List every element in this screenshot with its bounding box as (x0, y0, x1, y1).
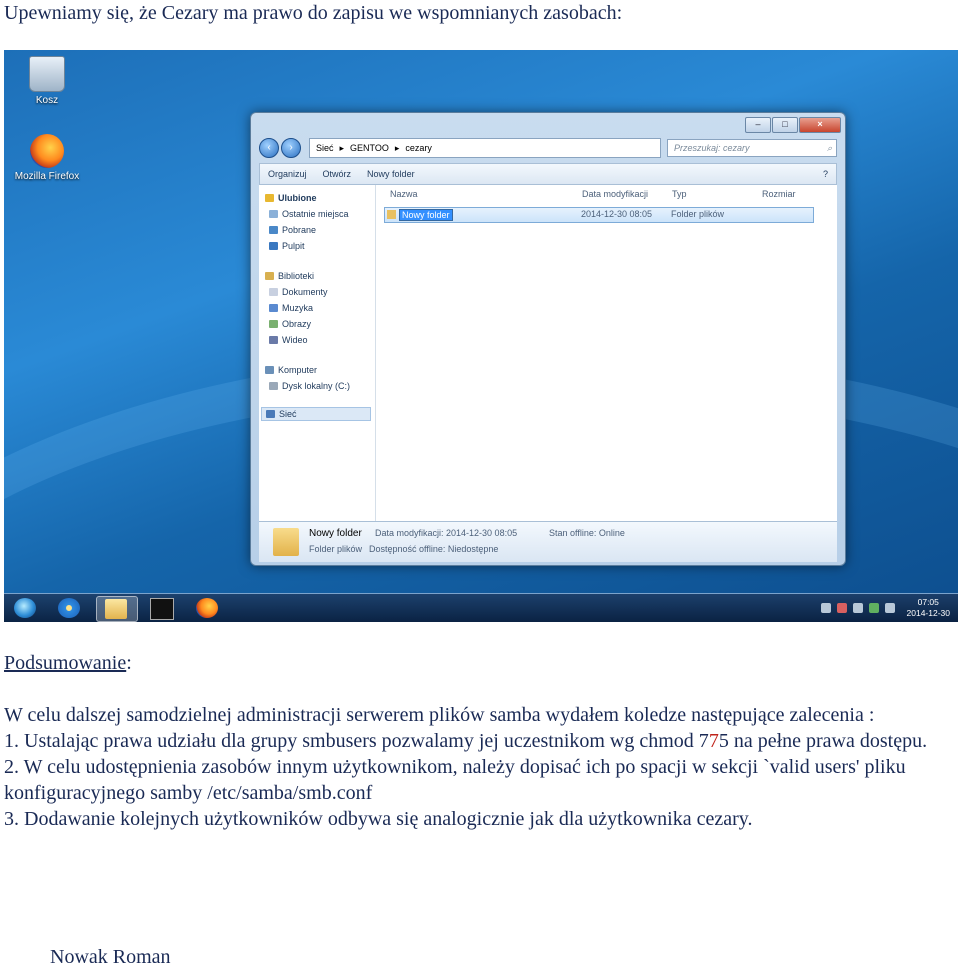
nav-item[interactable]: Pulpit (269, 241, 305, 251)
screenshot (4, 50, 958, 622)
explorer-folder-icon (105, 599, 127, 619)
tray-network-icon[interactable] (853, 603, 863, 613)
new-folder-button[interactable]: Nowy folder (367, 169, 415, 179)
column-name[interactable]: Nazwa (390, 189, 418, 199)
desktop-icon (269, 242, 278, 250)
column-date[interactable]: Data modyfikacji (582, 189, 649, 199)
pictures-icon (269, 320, 278, 328)
summary-item-3: 3. Dodawanie kolejnych użytkowników odbywa się analogicznie jak dla użytkownika cezary. (4, 808, 753, 830)
documents-icon (269, 288, 278, 296)
table-row[interactable]: Nowy folder 2014-12-30 08:05 Folder plików (384, 207, 814, 223)
file-list (376, 185, 837, 521)
recycle-bin-icon (29, 56, 65, 92)
taskbar-firefox[interactable] (188, 596, 228, 620)
taskbar-terminal[interactable] (142, 596, 182, 620)
nav-favorites[interactable]: Ulubione (265, 193, 317, 203)
command-bar (259, 163, 837, 185)
system-tray (821, 596, 950, 620)
maximize-button[interactable]: □ (772, 117, 798, 133)
nav-item[interactable]: Dokumenty (269, 287, 328, 297)
nav-item[interactable]: Muzyka (269, 303, 313, 313)
summary-heading: Podsumowanie (4, 652, 127, 674)
desktop-icon-recycle-bin[interactable]: Kosz (12, 56, 82, 106)
taskbar-explorer[interactable] (96, 596, 138, 622)
music-icon (269, 304, 278, 312)
help-icon[interactable]: ? (822, 169, 828, 179)
intro-text: Upewniamy się, że Cezary ma prawo do zapisu we wspomnianych zasobach: (4, 2, 623, 24)
rename-input[interactable]: Nowy folder (399, 209, 453, 221)
nav-libraries[interactable]: Biblioteki (265, 271, 314, 281)
desktop-icon-firefox[interactable]: Mozilla Firefox (12, 134, 82, 182)
nav-item[interactable]: Pobrane (269, 225, 316, 235)
nav-item[interactable]: Ostatnie miejsca (269, 209, 349, 219)
downloads-icon (269, 226, 278, 234)
volume-icon[interactable] (885, 603, 895, 613)
navigation-bar (259, 137, 837, 159)
tray-network-error-icon[interactable] (837, 603, 847, 613)
tray-flag-icon[interactable] (821, 603, 831, 613)
explorer-window (250, 112, 846, 566)
minimize-button[interactable]: – (745, 117, 771, 133)
organize-button[interactable]: Organizuj (268, 169, 307, 179)
start-button[interactable] (6, 596, 46, 620)
folder-icon (387, 210, 396, 219)
videos-icon (269, 336, 278, 344)
address-crumb[interactable]: Sieć (316, 143, 334, 153)
nav-item[interactable]: Wideo (269, 335, 308, 345)
signature: Nowak Roman (50, 946, 171, 968)
nav-item[interactable]: Obrazy (269, 319, 311, 329)
summary-item-1: 1. Ustalając prawa udziału dla grupy smbusers pozwalamy jej uczestnikom wg chmod 775 na pełne prawa dostępu. (4, 730, 928, 752)
nav-item[interactable]: Dysk lokalny (C:) (269, 381, 350, 391)
summary-intro: W celu dalszej samodzielnej administracji serwerem plików samba wydałem koledze następujące zalecenia : (4, 704, 875, 726)
recent-places-icon (269, 210, 278, 218)
forward-button[interactable]: › (281, 138, 301, 158)
firefox-icon (196, 598, 218, 618)
open-button[interactable]: Otwórz (322, 169, 352, 179)
address-crumb[interactable]: cezary (405, 143, 432, 153)
details-pane: Nowy folder Folder plików Data modyfikacji: 2014-12-30 08:05 Dostępność offline: Niedostępne Stan offline: Online (259, 521, 837, 562)
address-crumb[interactable]: GENTOO (350, 143, 389, 153)
taskbar (4, 593, 958, 622)
taskbar-ie[interactable] (50, 596, 90, 620)
navigation-pane (259, 185, 376, 521)
computer-icon (265, 366, 274, 374)
libraries-icon (265, 272, 274, 280)
star-icon (265, 194, 274, 202)
search-icon: ⌕ (826, 142, 832, 153)
close-button[interactable]: × (799, 117, 841, 133)
window-caption-buttons (744, 117, 841, 133)
internet-explorer-icon (58, 598, 80, 618)
terminal-icon (150, 598, 174, 620)
column-size[interactable]: Rozmiar (762, 189, 796, 199)
nav-network[interactable]: Sieć (261, 407, 371, 421)
back-button[interactable]: ‹ (259, 138, 279, 158)
search-input[interactable]: Przeszukaj: cezary ⌕ (667, 139, 837, 157)
drive-icon (269, 382, 278, 390)
summary-section: Podsumowanie: W celu dalszej samodzielnej administracji serwerem plików samba wydałem koledze następujące zalecenia : 1. Ustalając prawa udziału dla grupy smbusers pozwalamy jej uczestnikom wg chmod 775 na pełne prawa dostępu. 2. W celu udostępnienia zasobów innym użytkownikom, należy dopisać ich po spacji w sekcji `valid users' pliku konfiguracyjnego samby /etc/samba/smb.conf 3. Dodawanie kolejnych użytkowników odbywa się analogicznie jak dla użytkownika cezary. (4, 650, 956, 832)
network-icon (266, 410, 275, 418)
summary-item-2: 2. W celu udostępnienia zasobów innym użytkownikom, należy dopisać ich po spacji w sekcji `valid users' pliku konfiguracyjnego samby /etc/samba/smb.conf (4, 756, 906, 804)
firefox-icon (30, 134, 64, 168)
folder-icon (273, 528, 299, 556)
column-type[interactable]: Typ (672, 189, 687, 199)
address-bar[interactable]: Sieć ▸ GENTOO ▸ cezary (309, 138, 661, 158)
tray-shield-icon[interactable] (869, 603, 879, 613)
clock[interactable]: 07:05 2014-12-30 (906, 597, 950, 618)
windows-orb-icon (14, 598, 36, 618)
nav-computer[interactable]: Komputer (265, 365, 317, 375)
